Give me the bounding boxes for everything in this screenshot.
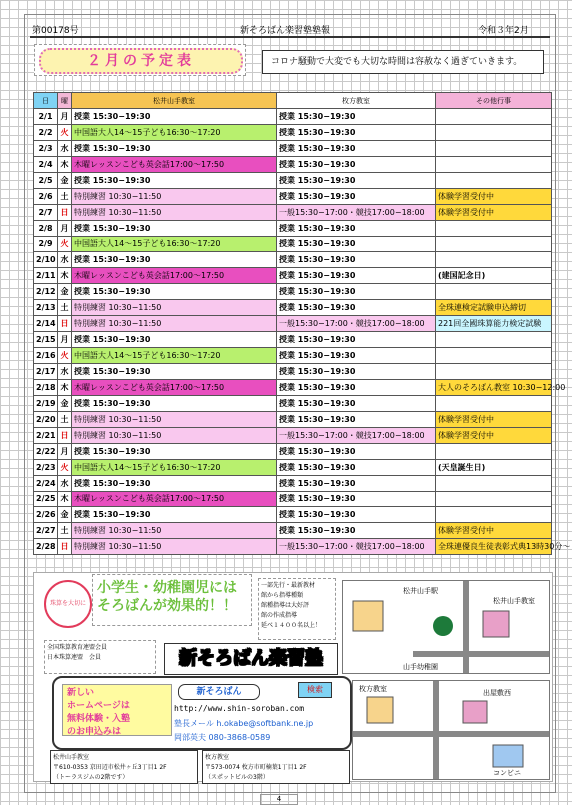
issue-number: 第00178号 bbox=[32, 26, 79, 36]
cell-a: 特別練習 10:30−11:50 bbox=[72, 411, 277, 427]
cell-day: 2/13 bbox=[34, 300, 58, 316]
table-row bbox=[34, 443, 552, 459]
cell-a: 中国語大人14〜15子ども16:30〜17:20 bbox=[72, 124, 277, 140]
cafe-icon bbox=[433, 616, 453, 636]
message-box: コロナ騒動で大変でも大切な時間は容赦なく過ぎていきます。 bbox=[262, 50, 544, 74]
cell-wd: 水 bbox=[58, 364, 72, 380]
cell-c bbox=[436, 491, 552, 507]
address-hirakata: 枚方教室 〒573-0074 枚方市町楠葉1丁目1 2F （スポットビルの3階） bbox=[202, 750, 350, 784]
map-matsui-drawing bbox=[343, 581, 549, 673]
header-hirakata: 枚方教室 bbox=[277, 93, 436, 109]
table-row bbox=[34, 332, 552, 348]
table-row bbox=[34, 427, 552, 443]
cell-b: 授業 15:30−19:30 bbox=[277, 332, 436, 348]
cell-a: 木曜レッスンこども英会話17:00〜17:50 bbox=[72, 491, 277, 507]
cell-c bbox=[436, 236, 552, 252]
cell-wd: 日 bbox=[58, 427, 72, 443]
cell-wd: 日 bbox=[58, 316, 72, 332]
cell-day: 2/16 bbox=[34, 348, 58, 364]
school-seal: 珠算を大切に bbox=[44, 580, 92, 628]
map-label: 枚方教室 bbox=[359, 685, 387, 693]
table-header-row bbox=[34, 93, 552, 109]
map-matsui bbox=[342, 580, 550, 674]
cell-day: 2/1 bbox=[34, 109, 58, 125]
table-row bbox=[34, 348, 552, 364]
cell-b: 授業 15:30−19:30 bbox=[277, 188, 436, 204]
cell-c bbox=[436, 443, 552, 459]
search-button[interactable]: 検索 bbox=[298, 682, 332, 698]
cell-c bbox=[436, 395, 552, 411]
map-hirakata-drawing bbox=[353, 681, 549, 779]
cell-day: 2/25 bbox=[34, 491, 58, 507]
slogan: 小学生・幼稚園児にはそろばんが効果的！！ bbox=[92, 574, 252, 626]
cell-day: 2/8 bbox=[34, 220, 58, 236]
cell-day: 2/17 bbox=[34, 364, 58, 380]
cell-day: 2/7 bbox=[34, 204, 58, 220]
cell-a: 中国語大人14〜15子ども16:30〜17:20 bbox=[72, 459, 277, 475]
contact-box bbox=[52, 676, 352, 750]
table-row bbox=[34, 300, 552, 316]
schedule-title: ２月の予定表 bbox=[39, 48, 243, 74]
cell-day: 2/24 bbox=[34, 475, 58, 491]
cell-b: 一般15:30−17:00・競技17:00−18:00 bbox=[277, 316, 436, 332]
cell-b: 授業 15:30−19:30 bbox=[277, 140, 436, 156]
cell-b: 授業 15:30−19:30 bbox=[277, 364, 436, 380]
table-row bbox=[34, 411, 552, 427]
cell-wd: 火 bbox=[58, 236, 72, 252]
cell-c: 体験学習受付中 bbox=[436, 204, 552, 220]
table-row bbox=[34, 539, 552, 555]
cell-a: 木曜レッスンこども英会話17:00〜17:50 bbox=[72, 268, 277, 284]
table-row bbox=[34, 316, 552, 332]
cell-day: 2/26 bbox=[34, 507, 58, 523]
cell-a: 特別練習 10:30−11:50 bbox=[72, 204, 277, 220]
cell-a: 特別練習 10:30−11:50 bbox=[72, 188, 277, 204]
schedule-table bbox=[33, 92, 571, 555]
table-row bbox=[34, 507, 552, 523]
table-row bbox=[34, 252, 552, 268]
table-row bbox=[34, 188, 552, 204]
cell-day: 2/11 bbox=[34, 268, 58, 284]
cell-a: 特別練習 10:30−11:50 bbox=[72, 300, 277, 316]
cell-day: 2/23 bbox=[34, 459, 58, 475]
table-row bbox=[34, 395, 552, 411]
cell-a: 授業 15:30−19:30 bbox=[72, 252, 277, 268]
cell-b: 授業 15:30−19:30 bbox=[277, 284, 436, 300]
cell-b: 授業 15:30−19:30 bbox=[277, 124, 436, 140]
promo-box: 新しい ホームページは 無料体験・入塾 のお申込みは bbox=[62, 684, 172, 736]
cell-wd: 月 bbox=[58, 220, 72, 236]
cell-a: 授業 15:30−19:30 bbox=[72, 220, 277, 236]
cell-day: 2/3 bbox=[34, 140, 58, 156]
cell-c: (天皇誕生日) bbox=[436, 459, 552, 475]
table-row bbox=[34, 204, 552, 220]
cell-b: 授業 15:30−19:30 bbox=[277, 268, 436, 284]
cell-wd: 金 bbox=[58, 395, 72, 411]
road bbox=[413, 651, 549, 657]
cell-day: 2/27 bbox=[34, 523, 58, 539]
cell-day: 2/4 bbox=[34, 156, 58, 172]
cell-b: 授業 15:30−19:30 bbox=[277, 348, 436, 364]
cell-c bbox=[436, 220, 552, 236]
cell-b: 授業 15:30−19:30 bbox=[277, 109, 436, 125]
map-label: 出屋敷西 bbox=[483, 689, 511, 697]
email-label: 塾長メール bbox=[174, 719, 214, 728]
cell-day: 2/15 bbox=[34, 332, 58, 348]
cell-c: 221回全國珠算能力検定試験 bbox=[436, 316, 552, 332]
cell-wd: 日 bbox=[58, 539, 72, 555]
cell-b: 授業 15:30−19:30 bbox=[277, 252, 436, 268]
cell-day: 2/22 bbox=[34, 443, 58, 459]
cell-wd: 水 bbox=[58, 252, 72, 268]
school-name bbox=[164, 643, 338, 675]
cell-b: 授業 15:30−19:30 bbox=[277, 443, 436, 459]
cell-a: 授業 15:30−19:30 bbox=[72, 140, 277, 156]
cell-wd: 火 bbox=[58, 459, 72, 475]
cell-a: 授業 15:30−19:30 bbox=[72, 475, 277, 491]
cell-a: 特別練習 10:30−11:50 bbox=[72, 523, 277, 539]
header-other: その他行事 bbox=[436, 93, 552, 109]
cell-a: 特別練習 10:30−11:50 bbox=[72, 427, 277, 443]
cell-b: 授業 15:30−19:30 bbox=[277, 220, 436, 236]
cell-day: 2/18 bbox=[34, 379, 58, 395]
table-row bbox=[34, 124, 552, 140]
cell-a: 授業 15:30−19:30 bbox=[72, 172, 277, 188]
cell-c: (建国記念日) bbox=[436, 268, 552, 284]
cell-c bbox=[436, 156, 552, 172]
building-icon bbox=[353, 601, 383, 631]
cell-wd: 月 bbox=[58, 332, 72, 348]
cell-c bbox=[436, 364, 552, 380]
cell-b: 授業 15:30−19:30 bbox=[277, 523, 436, 539]
website-url[interactable]: http://www.shin-soroban.com bbox=[174, 704, 305, 713]
cell-c: 大人のそろばん教室 10:30−12:00 bbox=[436, 379, 552, 395]
cell-c bbox=[436, 172, 552, 188]
cell-a: 木曜レッスンこども英会話17:00〜17:50 bbox=[72, 156, 277, 172]
header-day: 日 bbox=[34, 93, 58, 109]
building-icon bbox=[463, 701, 487, 723]
issue-date: 令和３年2月 bbox=[478, 26, 529, 36]
table-row bbox=[34, 220, 552, 236]
association-note: 全国珠算教育連盟会員 日本珠算連盟 会員 bbox=[44, 640, 156, 674]
cell-a: 授業 15:30−19:30 bbox=[72, 364, 277, 380]
table-body bbox=[34, 109, 571, 555]
cell-b: 授業 15:30−19:30 bbox=[277, 379, 436, 395]
cell-wd: 土 bbox=[58, 523, 72, 539]
shop-icon bbox=[493, 745, 523, 767]
cell-b: 一般15:30−17:00・競技17:00−18:00 bbox=[277, 204, 436, 220]
table-row bbox=[34, 236, 552, 252]
cell-wd: 金 bbox=[58, 172, 72, 188]
map-label: 山手幼稚園 bbox=[403, 663, 438, 671]
table-row bbox=[34, 379, 552, 395]
road bbox=[353, 731, 549, 737]
phone-line bbox=[174, 732, 344, 743]
cell-c bbox=[436, 507, 552, 523]
map-label: 松井山手駅 bbox=[403, 587, 438, 595]
cell-wd: 火 bbox=[58, 348, 72, 364]
cell-c: 全珠連優良生徒表彰式典13時30分〜 bbox=[436, 539, 552, 555]
table-row bbox=[34, 268, 552, 284]
cell-day: 2/14 bbox=[34, 316, 58, 332]
cell-c: 体験学習受付中 bbox=[436, 411, 552, 427]
owner-name: 岡部英夫 bbox=[174, 733, 206, 742]
table-row bbox=[34, 284, 552, 300]
cell-wd: 月 bbox=[58, 443, 72, 459]
table-row bbox=[34, 459, 552, 475]
cell-b: 一般15:30−17:00・競技17:00−18:00 bbox=[277, 539, 436, 555]
cell-c bbox=[436, 124, 552, 140]
cell-c bbox=[436, 284, 552, 300]
cell-b: 授業 15:30−19:30 bbox=[277, 459, 436, 475]
page-number: 4 bbox=[260, 794, 298, 805]
cell-b: 授業 15:30−19:30 bbox=[277, 491, 436, 507]
cell-b: 授業 15:30−19:30 bbox=[277, 236, 436, 252]
table-row bbox=[34, 475, 552, 491]
email-address[interactable]: h.okabe@softbank.ne.jp bbox=[216, 719, 314, 728]
cell-a: 授業 15:30−19:30 bbox=[72, 284, 277, 300]
cell-day: 2/21 bbox=[34, 427, 58, 443]
cell-c bbox=[436, 252, 552, 268]
table-row bbox=[34, 523, 552, 539]
title-box bbox=[34, 44, 246, 76]
cell-wd: 土 bbox=[58, 411, 72, 427]
cell-wd: 土 bbox=[58, 188, 72, 204]
cell-day: 2/9 bbox=[34, 236, 58, 252]
header-matsui: 松井山手教室 bbox=[72, 93, 277, 109]
cell-c bbox=[436, 140, 552, 156]
feature-notes: 一部先行・最新教材 館から指導種類 館種指導は大好評 館の作成指導 延べ１４００名以上！ bbox=[258, 578, 336, 640]
address-matsui: 松井山手教室 〒610-0353 京田辺市松井ヶ丘3丁目1 2F （トーラスジムの2階です） bbox=[50, 750, 198, 784]
header-weekday: 曜 bbox=[58, 93, 72, 109]
cell-b: 一般15:30−17:00・競技17:00−18:00 bbox=[277, 427, 436, 443]
cell-a: 中国語大人14〜15子ども16:30〜17:20 bbox=[72, 348, 277, 364]
cell-c bbox=[436, 332, 552, 348]
cell-a: 授業 15:30−19:30 bbox=[72, 109, 277, 125]
table-row bbox=[34, 364, 552, 380]
cell-a: 授業 15:30−19:30 bbox=[72, 443, 277, 459]
cell-c: 全珠連検定試験申込締切 bbox=[436, 300, 552, 316]
cell-a: 授業 15:30−19:30 bbox=[72, 332, 277, 348]
cell-a: 授業 15:30−19:30 bbox=[72, 507, 277, 523]
cell-c: 体験学習受付中 bbox=[436, 188, 552, 204]
cell-day: 2/2 bbox=[34, 124, 58, 140]
road bbox=[433, 681, 439, 779]
cell-a: 特別練習 10:30−11:50 bbox=[72, 316, 277, 332]
newsletter-header bbox=[30, 20, 550, 38]
cell-wd: 木 bbox=[58, 156, 72, 172]
cell-c bbox=[436, 109, 552, 125]
brand-label[interactable]: 新そろばん bbox=[178, 684, 260, 700]
road bbox=[463, 581, 469, 673]
map-label: コンビニ bbox=[493, 769, 521, 777]
cell-b: 授業 15:30−19:30 bbox=[277, 172, 436, 188]
cell-a: 特別練習 10:30−11:50 bbox=[72, 539, 277, 555]
map-hirakata bbox=[352, 680, 550, 780]
cell-wd: 木 bbox=[58, 379, 72, 395]
email-line bbox=[174, 718, 344, 729]
cell-wd: 水 bbox=[58, 475, 72, 491]
cell-wd: 木 bbox=[58, 491, 72, 507]
cell-wd: 金 bbox=[58, 507, 72, 523]
cell-c bbox=[436, 348, 552, 364]
cell-wd: 火 bbox=[58, 124, 72, 140]
school-name-text: 新そろばん楽習塾 bbox=[179, 648, 323, 669]
cell-day: 2/19 bbox=[34, 395, 58, 411]
cell-wd: 土 bbox=[58, 300, 72, 316]
cell-b: 授業 15:30−19:30 bbox=[277, 300, 436, 316]
cell-wd: 月 bbox=[58, 109, 72, 125]
cell-wd: 水 bbox=[58, 140, 72, 156]
table-row bbox=[34, 156, 552, 172]
table-row bbox=[34, 109, 552, 125]
cell-wd: 木 bbox=[58, 268, 72, 284]
school-icon bbox=[483, 611, 509, 637]
cell-a: 木曜レッスンこども英会話17:00〜17:50 bbox=[72, 379, 277, 395]
cell-wd: 日 bbox=[58, 204, 72, 220]
cell-day: 2/10 bbox=[34, 252, 58, 268]
cell-b: 授業 15:30−19:30 bbox=[277, 475, 436, 491]
cell-c bbox=[436, 475, 552, 491]
cell-b: 授業 15:30−19:30 bbox=[277, 395, 436, 411]
cell-day: 2/6 bbox=[34, 188, 58, 204]
cell-a: 授業 15:30−19:30 bbox=[72, 395, 277, 411]
map-label: 松井山手教室 bbox=[493, 597, 535, 605]
cell-day: 2/12 bbox=[34, 284, 58, 300]
table-row bbox=[34, 172, 552, 188]
cell-a: 中国語大人14〜15子ども16:30〜17:20 bbox=[72, 236, 277, 252]
cell-c: 体験学習受付中 bbox=[436, 523, 552, 539]
cell-day: 2/20 bbox=[34, 411, 58, 427]
phone-number[interactable]: 080-3868-0589 bbox=[208, 733, 271, 742]
cell-b: 授業 15:30−19:30 bbox=[277, 507, 436, 523]
cell-c: 体験学習受付中 bbox=[436, 427, 552, 443]
cell-b: 授業 15:30−19:30 bbox=[277, 156, 436, 172]
cell-day: 2/28 bbox=[34, 539, 58, 555]
cell-b: 授業 15:30−19:30 bbox=[277, 411, 436, 427]
school-icon bbox=[367, 697, 393, 723]
newsletter-title: 新そろばん楽習塾塾報 bbox=[240, 26, 331, 36]
table-row bbox=[34, 491, 552, 507]
cell-day: 2/5 bbox=[34, 172, 58, 188]
table-row bbox=[34, 140, 552, 156]
cell-wd: 金 bbox=[58, 284, 72, 300]
